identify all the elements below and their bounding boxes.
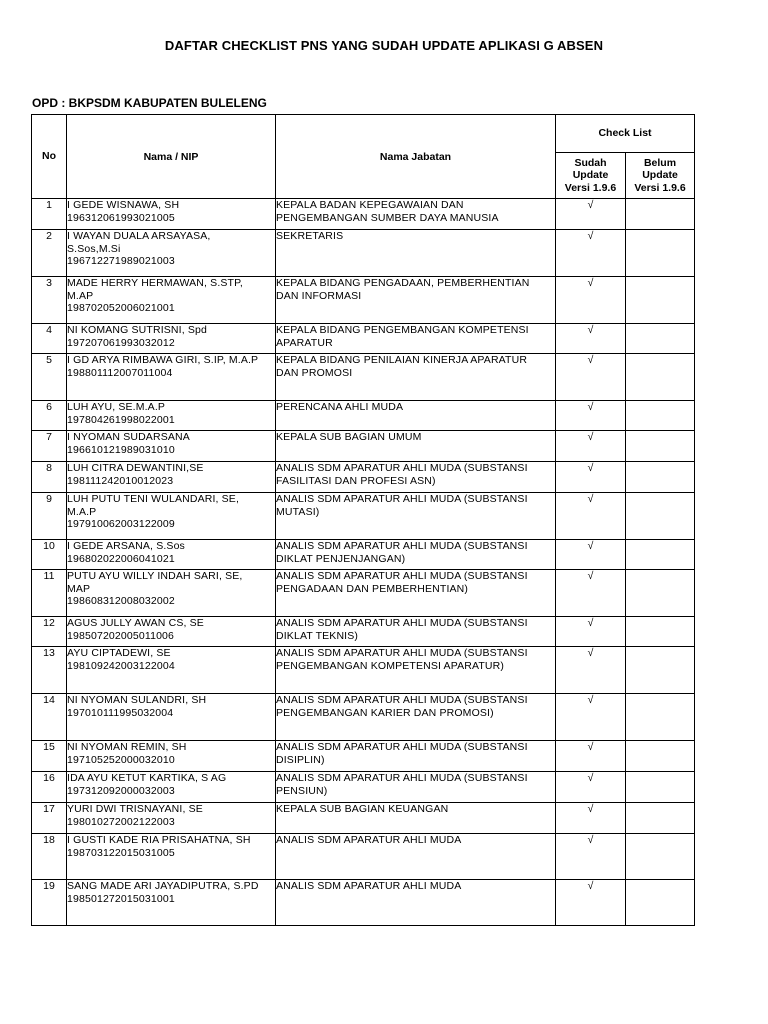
nama-nip-cell bbox=[67, 277, 276, 324]
jabatan-text: APARATUR bbox=[276, 336, 333, 349]
nip-text: 197910062003122009 bbox=[67, 518, 175, 530]
jabatan-cell bbox=[276, 401, 556, 431]
row-number: 16 bbox=[32, 772, 67, 803]
row-number: 10 bbox=[32, 540, 67, 570]
jabatan-text: ANALIS SDM APARATUR AHLI MUDA (SUBSTANSI bbox=[276, 694, 528, 706]
sudah-update-cell bbox=[556, 277, 626, 324]
nama-nip-cell bbox=[67, 880, 276, 926]
jabatan-cell bbox=[276, 880, 556, 926]
check-mark-icon: √ bbox=[587, 803, 594, 815]
jabatan-text: ANALIS SDM APARATUR AHLI MUDA (SUBSTANSI bbox=[276, 741, 528, 753]
nama-nip-cell bbox=[67, 199, 276, 230]
header-no: No bbox=[32, 115, 67, 199]
header-belum-line-1: Belum bbox=[643, 156, 677, 169]
nama-text: IDA AYU KETUT KARTIKA, S AG bbox=[67, 772, 227, 784]
nama-nip-cell bbox=[67, 493, 276, 540]
sudah-update-cell bbox=[556, 401, 626, 431]
table-row bbox=[32, 462, 695, 493]
nama-nip-cell bbox=[67, 741, 276, 772]
sudah-update-cell bbox=[556, 772, 626, 803]
sudah-update-cell bbox=[556, 694, 626, 741]
sudah-update-cell bbox=[556, 834, 626, 880]
jabatan-text: FASILITASI DAN PROFESI ASN) bbox=[276, 474, 436, 487]
belum-update-cell bbox=[626, 493, 695, 540]
jabatan-text: KEPALA BIDANG PENGEMBANGAN KOMPETENSI bbox=[276, 324, 529, 336]
nama-nip-cell bbox=[67, 772, 276, 803]
jabatan-text: ANALIS SDM APARATUR AHLI MUDA bbox=[276, 834, 462, 846]
check-mark-icon: √ bbox=[587, 324, 594, 336]
nama-text: S.Sos,M.Si bbox=[67, 242, 121, 255]
nama-nip-cell bbox=[67, 462, 276, 493]
table-row bbox=[32, 741, 695, 772]
table-row bbox=[32, 230, 695, 277]
check-mark-icon: √ bbox=[587, 277, 594, 289]
table-row bbox=[32, 880, 695, 926]
jabatan-cell bbox=[276, 570, 556, 617]
jabatan-text: MUTASI) bbox=[276, 505, 320, 518]
row-number: 6 bbox=[32, 401, 67, 431]
sudah-update-cell bbox=[556, 493, 626, 540]
sudah-update-cell bbox=[556, 617, 626, 647]
row-number: 9 bbox=[32, 493, 67, 540]
nip-text: 197010111995032004 bbox=[67, 706, 174, 719]
nip-text: 198608312008032002 bbox=[67, 595, 175, 607]
nip-text: 198702052006021001 bbox=[67, 302, 175, 314]
nip-text: 198501272015031001 bbox=[67, 892, 175, 905]
jabatan-cell bbox=[276, 540, 556, 570]
header-sudah-line-1: Sudah bbox=[574, 156, 607, 169]
belum-update-cell bbox=[626, 431, 695, 462]
row-number: 17 bbox=[32, 803, 67, 834]
sudah-update-cell bbox=[556, 199, 626, 230]
nama-text: I GEDE ARSANA, S.Sos bbox=[67, 540, 185, 552]
nama-text: NI NYOMAN REMIN, SH bbox=[67, 741, 187, 753]
header-belum-line-3: Versi 1.9.6 bbox=[634, 181, 686, 194]
nip-text: 197804261998022001 bbox=[67, 413, 175, 426]
belum-update-cell bbox=[626, 834, 695, 880]
jabatan-cell bbox=[276, 694, 556, 741]
jabatan-text: DIKLAT TEKNIS) bbox=[276, 629, 359, 642]
table-row bbox=[32, 617, 695, 647]
row-number: 15 bbox=[32, 741, 67, 772]
table-row bbox=[32, 570, 695, 617]
check-mark-icon: √ bbox=[587, 230, 594, 242]
nama-text: M.A.P bbox=[67, 505, 97, 518]
nama-text: YURI DWI TRISNAYANI, SE bbox=[67, 803, 203, 815]
jabatan-cell bbox=[276, 230, 556, 277]
sudah-update-cell bbox=[556, 647, 626, 694]
jabatan-text: KEPALA SUB BAGIAN KEUANGAN bbox=[276, 803, 449, 815]
jabatan-cell bbox=[276, 803, 556, 834]
check-mark-icon: √ bbox=[587, 401, 594, 413]
jabatan-text: KEPALA SUB BAGIAN UMUM bbox=[276, 431, 422, 443]
sudah-update-cell bbox=[556, 324, 626, 354]
check-mark-icon: √ bbox=[587, 199, 594, 211]
jabatan-cell bbox=[276, 647, 556, 694]
nama-nip-cell bbox=[67, 617, 276, 647]
belum-update-cell bbox=[626, 647, 695, 694]
nama-text: I WAYAN DUALA ARSAYASA, bbox=[67, 230, 211, 242]
jabatan-text: ANALIS SDM APARATUR AHLI MUDA (SUBSTANSI bbox=[276, 772, 528, 784]
jabatan-text: DIKLAT PENJENJANGAN) bbox=[276, 552, 406, 565]
nip-text: 196610121989031010 bbox=[67, 443, 175, 456]
belum-update-cell bbox=[626, 277, 695, 324]
document-title: DAFTAR CHECKLIST PNS YANG SUDAH UPDATE APLIKASI G ABSEN bbox=[164, 38, 604, 53]
jabatan-text: KEPALA BIDANG PENILAIAN KINERJA APARATUR bbox=[276, 354, 528, 366]
row-number: 11 bbox=[32, 570, 67, 617]
nip-text: 197105252000032010 bbox=[67, 753, 175, 766]
header-sudah-line-3: Versi 1.9.6 bbox=[564, 181, 617, 194]
nama-text: LUH AYU, SE.M.A.P bbox=[67, 401, 166, 413]
nip-text: 198801112007011004 bbox=[67, 366, 173, 379]
nama-text: MAP bbox=[67, 582, 91, 595]
check-mark-icon: √ bbox=[587, 694, 594, 706]
nama-text: LUH PUTU TENI WULANDARI, SE, bbox=[67, 493, 240, 505]
table-row bbox=[32, 772, 695, 803]
check-mark-icon: √ bbox=[587, 617, 594, 629]
row-number: 14 bbox=[32, 694, 67, 741]
row-number: 3 bbox=[32, 277, 67, 324]
jabatan-cell bbox=[276, 617, 556, 647]
sudah-update-cell bbox=[556, 803, 626, 834]
jabatan-text: ANALIS SDM APARATUR AHLI MUDA (SUBSTANSI bbox=[276, 570, 528, 582]
jabatan-text: DAN PROMOSI bbox=[276, 366, 353, 379]
belum-update-cell bbox=[626, 772, 695, 803]
nip-text: 197207061993032012 bbox=[67, 336, 175, 349]
nama-nip-cell bbox=[67, 401, 276, 431]
jabatan-text: ANALIS SDM APARATUR AHLI MUDA (SUBSTANSI bbox=[276, 617, 528, 629]
table-row bbox=[32, 540, 695, 570]
table-row bbox=[32, 834, 695, 880]
jabatan-text: ANALIS SDM APARATUR AHLI MUDA (SUBSTANSI bbox=[276, 493, 528, 505]
jabatan-text: ANALIS SDM APARATUR AHLI MUDA (SUBSTANSI bbox=[276, 462, 528, 474]
jabatan-text: PENGEMBANGAN SUMBER DAYA MANUSIA bbox=[276, 211, 499, 224]
table-row bbox=[32, 803, 695, 834]
jabatan-cell bbox=[276, 199, 556, 230]
nama-nip-cell bbox=[67, 230, 276, 277]
sudah-update-cell bbox=[556, 462, 626, 493]
nip-text: 198010272002122003 bbox=[67, 815, 175, 828]
jabatan-text: SEKRETARIS bbox=[276, 230, 344, 242]
nip-text: 196712271989021003 bbox=[67, 255, 175, 267]
check-mark-icon: √ bbox=[587, 741, 594, 753]
belum-update-cell bbox=[626, 540, 695, 570]
sudah-update-cell bbox=[556, 431, 626, 462]
check-mark-icon: √ bbox=[587, 772, 594, 784]
belum-update-cell bbox=[626, 570, 695, 617]
jabatan-text: ANALIS SDM APARATUR AHLI MUDA (SUBSTANSI bbox=[276, 540, 528, 552]
jabatan-cell bbox=[276, 493, 556, 540]
check-mark-icon: √ bbox=[587, 431, 594, 443]
belum-update-cell bbox=[626, 617, 695, 647]
nip-text: 196312061993021005 bbox=[67, 211, 175, 224]
table-row bbox=[32, 493, 695, 540]
nama-nip-cell bbox=[67, 803, 276, 834]
nama-text: I GUSTI KADE RIA PRISAHATNA, SH bbox=[67, 834, 251, 846]
checklist-table bbox=[31, 114, 695, 926]
table-row bbox=[32, 354, 695, 401]
table-row bbox=[32, 401, 695, 431]
table-row bbox=[32, 431, 695, 462]
checklist-rows bbox=[32, 199, 695, 926]
nama-nip-cell bbox=[67, 354, 276, 401]
nip-text: 197312092000032003 bbox=[67, 784, 175, 797]
belum-update-cell bbox=[626, 741, 695, 772]
nama-text: I GEDE WISNAWA, SH bbox=[67, 199, 180, 211]
belum-update-cell bbox=[626, 462, 695, 493]
belum-update-cell bbox=[626, 401, 695, 431]
nama-text: I NYOMAN SUDARSANA bbox=[67, 431, 190, 443]
check-mark-icon: √ bbox=[587, 354, 594, 366]
nama-text: NI KOMANG SUTRISNI, Spd bbox=[67, 324, 207, 336]
jabatan-cell bbox=[276, 741, 556, 772]
jabatan-text: PERENCANA AHLI MUDA bbox=[276, 401, 404, 413]
row-number: 5 bbox=[32, 354, 67, 401]
check-mark-icon: √ bbox=[587, 880, 594, 892]
jabatan-cell bbox=[276, 354, 556, 401]
opd-label: OPD : BKPSDM KABUPATEN BULELENG bbox=[32, 96, 267, 110]
row-number: 8 bbox=[32, 462, 67, 493]
jabatan-text: DISIPLIN) bbox=[276, 753, 325, 766]
check-mark-icon: √ bbox=[587, 462, 594, 474]
belum-update-cell bbox=[626, 803, 695, 834]
nama-text: I GD ARYA RIMBAWA GIRI, S.IP, M.A.P bbox=[67, 354, 259, 366]
jabatan-cell bbox=[276, 277, 556, 324]
sudah-update-cell bbox=[556, 230, 626, 277]
header-belum-line-2: Update bbox=[642, 169, 678, 182]
sudah-update-cell bbox=[556, 570, 626, 617]
belum-update-cell bbox=[626, 230, 695, 277]
belum-update-cell bbox=[626, 354, 695, 401]
nama-text: M.AP bbox=[67, 289, 94, 302]
nama-nip-cell bbox=[67, 694, 276, 741]
nama-text: SANG MADE ARI JAYADIPUTRA, S.PD bbox=[67, 880, 259, 892]
jabatan-text: ANALIS SDM APARATUR AHLI MUDA (SUBSTANSI bbox=[276, 647, 528, 659]
nama-text: MADE HERRY HERMAWAN, S.STP, bbox=[67, 277, 243, 289]
jabatan-text: KEPALA BADAN KEPEGAWAIAN DAN bbox=[276, 199, 464, 211]
check-mark-icon: √ bbox=[587, 493, 594, 505]
nama-nip-cell bbox=[67, 834, 276, 880]
row-number: 7 bbox=[32, 431, 67, 462]
nip-text: 198507202005011006 bbox=[67, 629, 175, 642]
nama-text: AGUS JULLY AWAN CS, SE bbox=[67, 617, 204, 629]
sudah-update-cell bbox=[556, 741, 626, 772]
row-number: 18 bbox=[32, 834, 67, 880]
row-number: 12 bbox=[32, 617, 67, 647]
jabatan-cell bbox=[276, 834, 556, 880]
sudah-update-cell bbox=[556, 354, 626, 401]
belum-update-cell bbox=[626, 199, 695, 230]
belum-update-cell bbox=[626, 324, 695, 354]
check-mark-icon: √ bbox=[587, 570, 594, 582]
jabatan-cell bbox=[276, 462, 556, 493]
header-sudah-update bbox=[556, 153, 626, 199]
belum-update-cell bbox=[626, 694, 695, 741]
table-row bbox=[32, 199, 695, 230]
table-row bbox=[32, 647, 695, 694]
check-mark-icon: √ bbox=[587, 540, 594, 552]
nama-nip-cell bbox=[67, 324, 276, 354]
jabatan-cell bbox=[276, 772, 556, 803]
row-number: 1 bbox=[32, 199, 67, 230]
row-number: 2 bbox=[32, 230, 67, 277]
row-number: 4 bbox=[32, 324, 67, 354]
header-nama-jabatan: Nama Jabatan bbox=[276, 115, 556, 199]
jabatan-text: PENGEMBANGAN KARIER DAN PROMOSI) bbox=[276, 706, 494, 719]
nama-text: PUTU AYU WILLY INDAH SARI, SE, bbox=[67, 570, 243, 582]
nip-text: 196802022006041021 bbox=[67, 552, 175, 565]
belum-update-cell bbox=[626, 880, 695, 926]
nama-nip-cell bbox=[67, 647, 276, 694]
check-mark-icon: √ bbox=[587, 834, 594, 846]
header-belum-update bbox=[626, 153, 695, 199]
jabatan-cell bbox=[276, 431, 556, 462]
jabatan-cell bbox=[276, 324, 556, 354]
jabatan-text: DAN INFORMASI bbox=[276, 289, 362, 302]
sudah-update-cell bbox=[556, 540, 626, 570]
jabatan-text: ANALIS SDM APARATUR AHLI MUDA bbox=[276, 880, 462, 892]
table-row bbox=[32, 324, 695, 354]
jabatan-text: PENSIUN) bbox=[276, 784, 328, 797]
nama-text: NI NYOMAN SULANDRI, SH bbox=[67, 694, 207, 706]
jabatan-text: KEPALA BIDANG PENGADAAN, PEMBERHENTIAN bbox=[276, 277, 530, 289]
nip-text: 198109242003122004 bbox=[67, 659, 175, 672]
nama-text: LUH CITRA DEWANTINI,SE bbox=[67, 462, 204, 474]
header-nama-nip: Nama / NIP bbox=[67, 115, 276, 199]
header-sudah-line-2: Update bbox=[572, 169, 609, 182]
row-number: 19 bbox=[32, 880, 67, 926]
jabatan-text: PENGEMBANGAN KOMPETENSI APARATUR) bbox=[276, 659, 505, 672]
nip-text: 198111242010012023 bbox=[67, 474, 174, 487]
check-mark-icon: √ bbox=[587, 647, 594, 659]
table-row bbox=[32, 277, 695, 324]
jabatan-text: PENGADAAN DAN PEMBERHENTIAN) bbox=[276, 582, 469, 595]
sudah-update-cell bbox=[556, 880, 626, 926]
table-row bbox=[32, 694, 695, 741]
nip-text: 198703122015031005 bbox=[67, 846, 175, 859]
nama-nip-cell bbox=[67, 570, 276, 617]
nama-nip-cell bbox=[67, 540, 276, 570]
header-check-list: Check List bbox=[556, 115, 695, 153]
nama-nip-cell bbox=[67, 431, 276, 462]
row-number: 13 bbox=[32, 647, 67, 694]
nama-text: AYU CIPTADEWI, SE bbox=[67, 647, 171, 659]
